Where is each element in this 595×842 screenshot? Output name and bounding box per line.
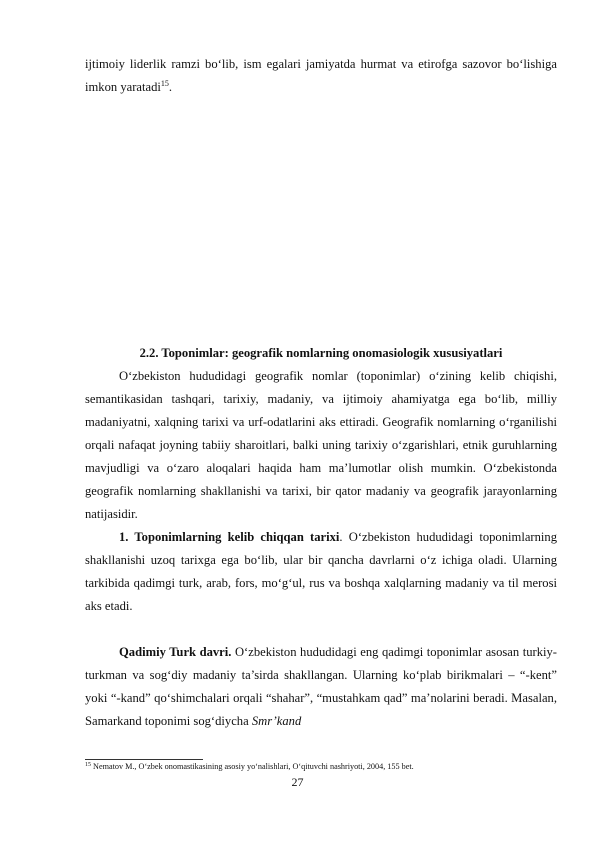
- page-number: 27: [291, 775, 304, 789]
- paragraph-3-lead: 1. Toponimlarning kelib chiqqan tarixi: [119, 530, 340, 544]
- paragraph-4-lead: Qadimiy Turk davri.: [119, 645, 232, 659]
- paragraph-intro: O‘zbekiston hududidagi geografik nomlar (toponimlar) o‘zining kelib chiqishi, semantikasidan tashqari, tarixiy, madaniy, va ijtimoiy ahamiyatga ega bo‘lib, milliy madaniyatni, xalqning tarixi va urf-odatlarini aks ettiradi. Geografik nomlarning o‘rganilishi orqali nafaqat joyning tabiiy sharoitlari, balki uning tarixiy o‘zgarishlari, etnik guruhlarning mavjudligi va o‘zaro aloqalari haqida ham ma’lumotlar olish mumkin. O‘zbekistonda geografik nomlarning shakllanishi va tarixi, bir qator madaniy va geografik jarayonlarning natijasidir.: [85, 369, 557, 521]
- section-heading: 2.2. Toponimlar: geografik nomlarning onomasiologik xususiyatlari: [139, 346, 503, 360]
- paragraph-continuation: [85, 53, 557, 99]
- paragraph-1-end: .: [168, 80, 173, 94]
- paragraph-origin-history: [85, 526, 557, 618]
- footnote: [85, 761, 557, 772]
- paragraph-4-text: O‘zbekiston hududidagi eng qadimgi toponimlar asosan turkiy-turkman va sog‘diy madaniy ta’sirda shakllangan. Ularning ko‘plab birikmalari – “-kent” yoki “-kand” qo‘shimchalari orqali “shahar”, “mustahkam qad” ma’nolarini beradi. Masalan, Samarkand toponimi sog‘diycha: [85, 645, 557, 728]
- footnote-reference[interactable]: 15: [160, 79, 169, 88]
- paragraph-4-italic-term: Smr’kand: [251, 714, 302, 728]
- footnote-divider: [85, 759, 203, 760]
- footnote-number: 15: [85, 762, 91, 768]
- paragraph-1-text: ijtimoiy liderlik ramzi bo‘lib, ism egalari jamiyatda hurmat va etirofga sazovor bo‘lishiga imkon yaratadi: [85, 57, 557, 94]
- paragraph-ancient-turk-period: [85, 641, 557, 733]
- footnote-text: Nematov M., O‘zbek onomastikasining asosiy yo‘nalishlari, O‘qituvchi nashriyoti, 2004, 155 bet.: [91, 762, 414, 771]
- paragraph-3-text: . O‘zbekiston hududidagi toponimlarning shakllanishi uzoq tarixga ega bo‘lib, ular bir qancha davrlarni o‘z ichiga oladi. Ularning tarkibida qadimgi turk, arab, fors, mo‘g‘ul, rus va boshqa xalqlarning madaniy va til merosi aks etadi.: [85, 530, 557, 613]
